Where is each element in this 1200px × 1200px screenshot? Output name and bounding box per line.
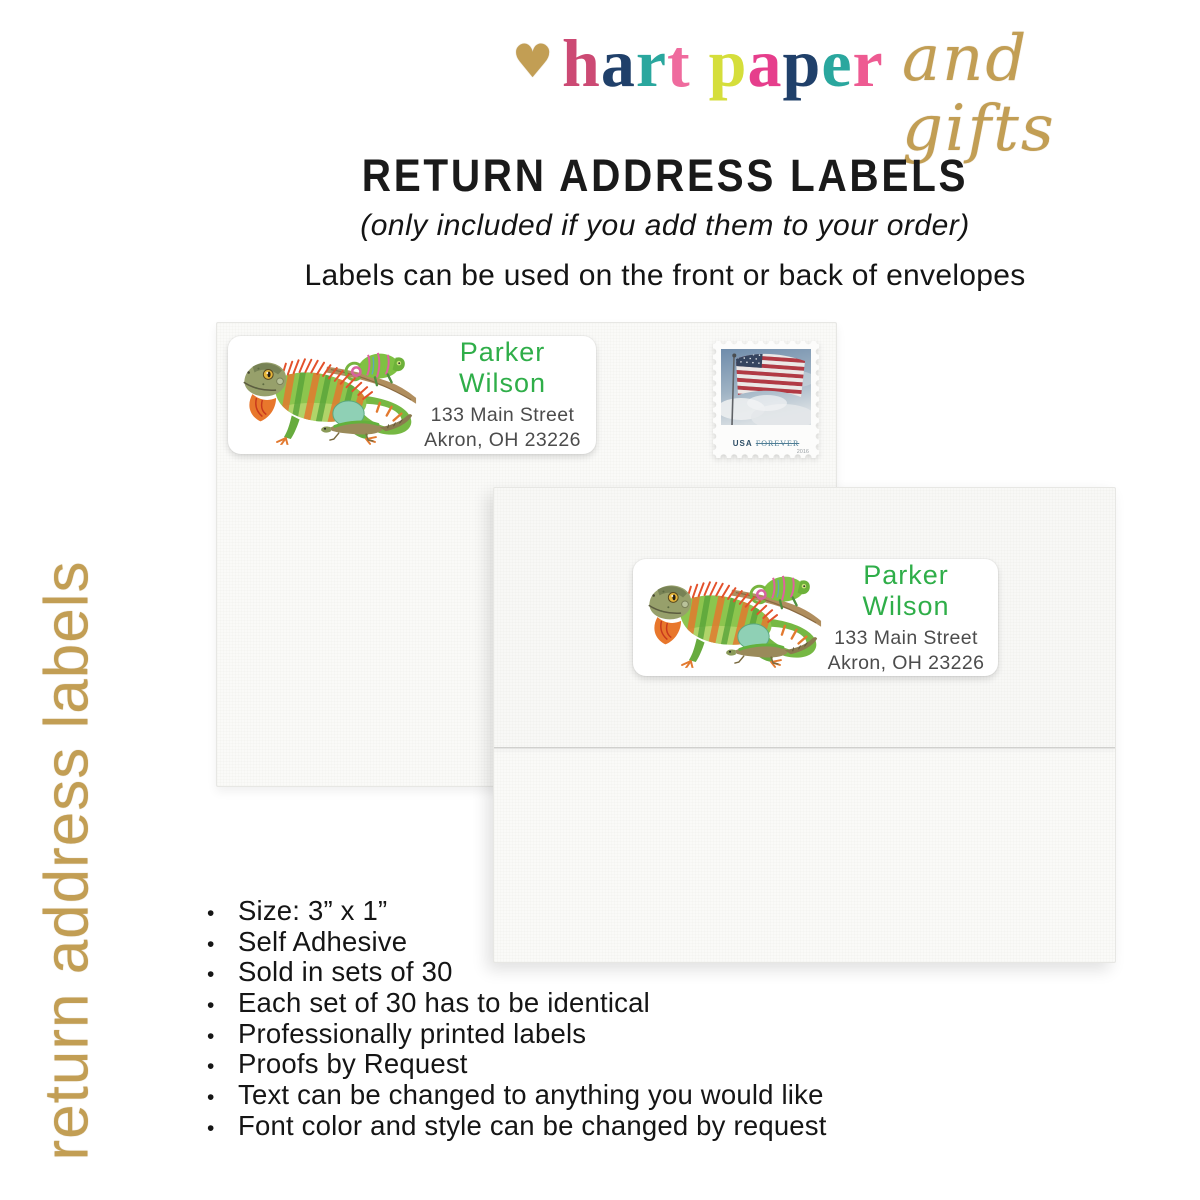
- list-item: [207, 1079, 827, 1110]
- brand-letter: r: [635, 25, 668, 101]
- brand-letter: e: [821, 25, 853, 101]
- postage-stamp: [713, 341, 819, 458]
- bullet-icon: •: [207, 1086, 215, 1110]
- details-list: [207, 895, 827, 1141]
- list-item: [207, 895, 827, 926]
- list-item-text: Text can be changed to anything you would like: [238, 1079, 824, 1111]
- side-banner-text: return address labels: [32, 560, 102, 1161]
- stamp-inner: [717, 345, 815, 454]
- iguana-illustration: [233, 345, 419, 445]
- list-item-text: Professionally printed labels: [238, 1017, 587, 1049]
- bullet-icon: •: [207, 1055, 215, 1079]
- list-item: [207, 1018, 827, 1049]
- brand-suffix: and gifts: [902, 22, 1056, 167]
- list-item-text: Self Adhesive: [238, 925, 408, 957]
- list-item-text: Sold in sets of 30: [238, 956, 453, 988]
- us-flag-photo: [721, 349, 811, 425]
- brand-letter: p: [708, 25, 748, 101]
- list-item-text: Proofs by Request: [238, 1048, 468, 1080]
- brand-letter: t: [667, 25, 691, 101]
- stamp-caption: [721, 439, 811, 448]
- list-item-text: Size: 3” x 1”: [238, 895, 388, 926]
- brand-letter: a: [747, 25, 783, 101]
- page-note: Labels can be used on the front or back of envelopes: [304, 259, 1026, 292]
- brand-letter: p: [782, 25, 822, 101]
- address-line-2: Akron, OH 23226: [827, 651, 985, 674]
- bullet-icon: •: [207, 994, 215, 1018]
- address-line-1: 133 Main Street: [834, 626, 978, 649]
- envelope-fold-line: [494, 747, 1115, 749]
- list-item: [207, 1110, 827, 1141]
- list-item: [207, 1048, 827, 1079]
- stamp-year: 2016: [796, 449, 809, 455]
- list-item: [207, 956, 827, 987]
- address-label: [228, 336, 596, 454]
- bullet-icon: •: [207, 932, 215, 956]
- recipient-name: Parker Wilson: [862, 559, 950, 621]
- bullet-icon: •: [207, 963, 215, 987]
- iguana-illustration: [638, 568, 824, 668]
- address-line-1: 133 Main Street: [430, 404, 575, 426]
- brand-letter: a: [600, 25, 636, 101]
- brand-letter: h: [562, 25, 601, 101]
- page-subtitle: (only included if you add them to your order): [360, 209, 970, 242]
- address-line-2: Akron, OH 23226: [424, 429, 581, 451]
- page-title: RETURN ADDRESS LABELS: [361, 150, 969, 201]
- address-block: [824, 560, 998, 676]
- recipient-name: Parker Wilson: [458, 337, 546, 398]
- heart-icon: ♥: [512, 34, 554, 88]
- list-item: [207, 987, 827, 1018]
- stamp-usa-text: USA: [732, 439, 753, 448]
- list-item-text: Each set of 30 has to be identical: [238, 987, 650, 1019]
- brand-letter: [691, 25, 709, 101]
- stamp-forever-text: FOREVER: [755, 439, 800, 448]
- list-item-text: Font color and style can be changed by request: [238, 1109, 827, 1141]
- bullet-icon: •: [207, 902, 215, 925]
- bullet-icon: •: [207, 1116, 215, 1140]
- brand-letter: r: [852, 25, 884, 101]
- list-item: [207, 926, 827, 957]
- address-label: [633, 559, 998, 676]
- brand-name: [562, 26, 884, 101]
- address-block: [419, 337, 596, 453]
- envelope-front: [493, 487, 1116, 963]
- bullet-icon: •: [207, 1024, 215, 1048]
